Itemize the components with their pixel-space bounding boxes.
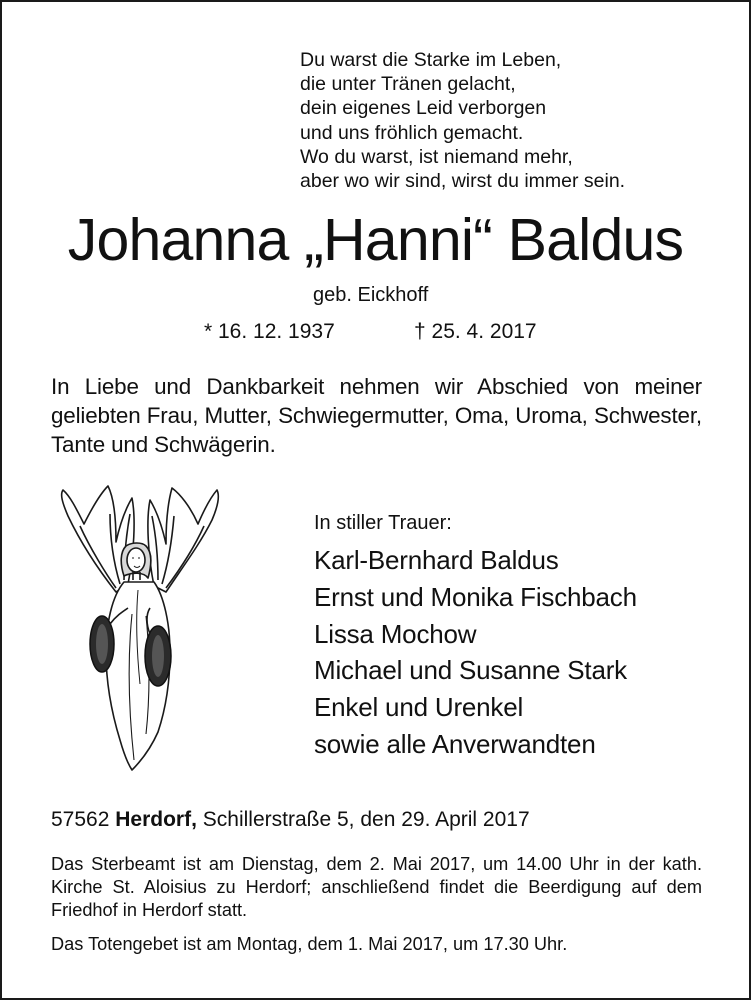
maiden-name: geb. Eickhoff [313,284,429,306]
street-and-date: Schillerstraße 5, den 29. April 2017 [202,808,530,831]
mourners-list [314,542,637,763]
city-name: Herdorf, [115,808,197,831]
mourning-heading: In stiller Trauer: [314,512,452,534]
poem-line: und uns fröhlich gemacht. [300,121,524,144]
mourner-name: Ernst und Monika Fischbach [314,581,637,612]
death-date: † 25. 4. 2017 [414,320,537,343]
funeral-details: Das Sterbeamt ist am Dienstag, dem 2. Mai 2017, um 14.00 Uhr in der kath. Kirche St. Aloisius zu Herdorf; anschließend findet die Beerdigung auf dem Friedhof in Herdorf statt. [51,854,702,920]
farewell-text: In Liebe und Dankbarkeit nehmen wir Abschied von meiner geliebten Frau, Mutter, Schwiegermutter, Oma, Uroma, Schwester, Tante und Schwägerin. [51,374,702,457]
poem-line: Wo du warst, ist niemand mehr, [300,145,573,168]
mourner-name: Karl-Bernhard Baldus [314,545,559,575]
deceased-name: Johanna „Hanni“ Baldus [67,207,684,273]
prayer-details: Das Totengebet ist am Montag, dem 1. Mai 2017, um 17.30 Uhr. [51,934,568,954]
poem-line: aber wo wir sind, wirst du immer sein. [300,170,626,193]
postal-code: 57562 [51,808,110,831]
mourner-name: Michael und Susanne Stark [314,655,627,686]
poem-line: die unter Tränen gelacht, [300,73,516,96]
mourner-name: Lissa Mochow [314,618,477,649]
poem-line: Du warst die Starke im Leben, [300,49,562,71]
birth-date: * 16. 12. 1937 [204,320,335,343]
angel-illustration [54,484,229,772]
address-line [51,806,530,834]
poem-line: dein eigenes Leid verborgen [300,97,547,120]
memorial-poem [300,48,625,193]
mourner-name: sowie alle Anverwandten [314,728,596,759]
mourner-name: Enkel und Urenkel [314,692,524,723]
